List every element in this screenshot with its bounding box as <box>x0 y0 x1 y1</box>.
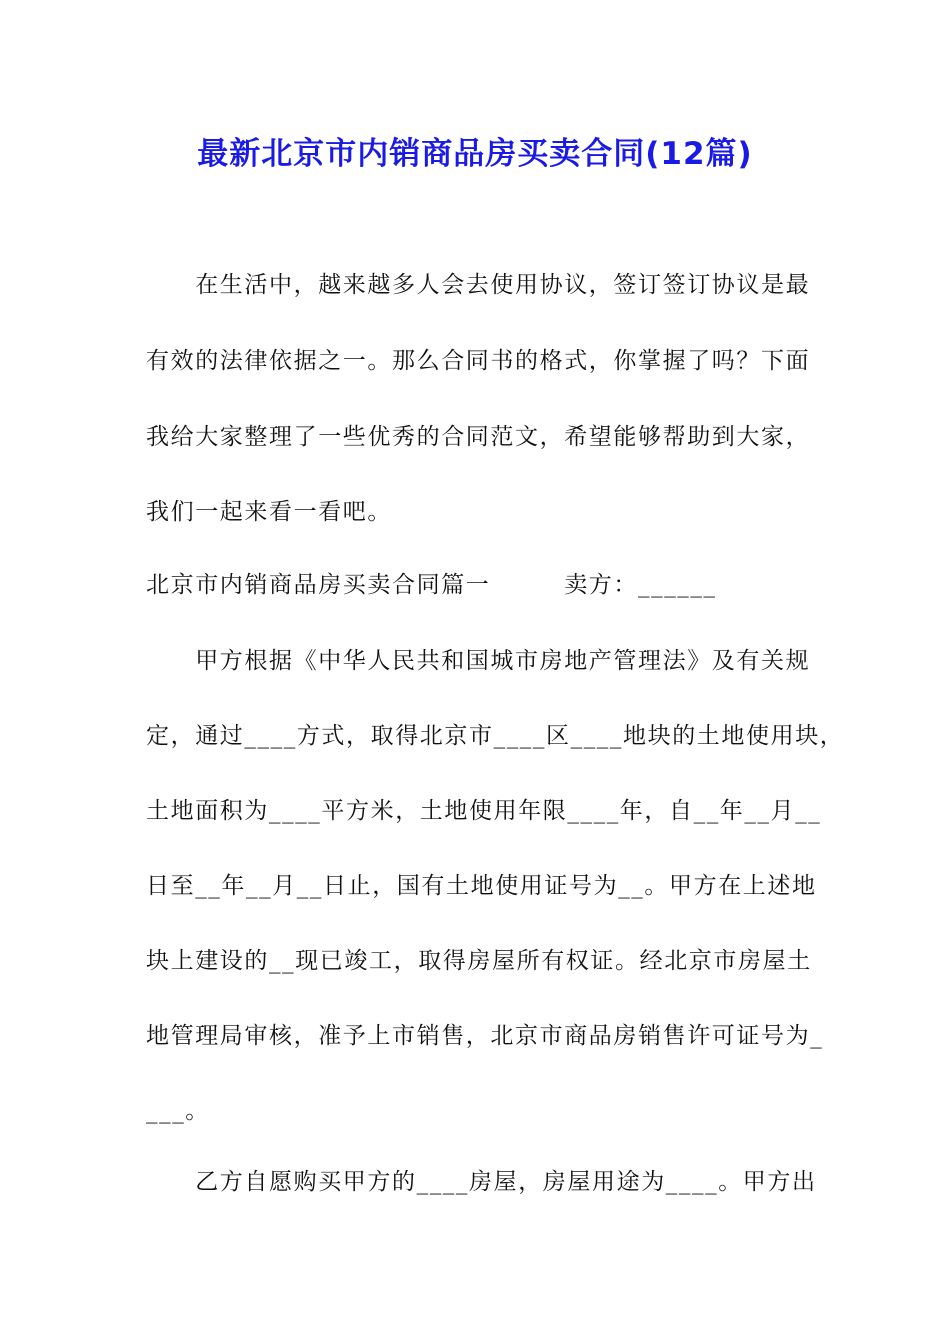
body-line: 日至__年__月__日止，国有土地使用证号为__。甲方在上述地 <box>146 873 817 899</box>
body-line: 我们一起来看一看吧。 <box>146 499 392 525</box>
body-line: 甲方根据《中华人民共和国城市房地产管理法》及有关规 <box>146 648 811 674</box>
body-line: 乙方自愿购买甲方的____房屋，房屋用途为____。甲方出 <box>146 1169 817 1195</box>
body-line: ___。 <box>146 1098 210 1124</box>
body-line: 在生活中，越来越多人会去使用协议，签订签订协议是最 <box>146 272 811 298</box>
body-line: 土地面积为____平方米，土地使用年限____年，自__年__月__ <box>146 798 822 824</box>
body-line: 我给大家整理了一些优秀的合同范文，希望能够帮助到大家， <box>146 424 811 450</box>
body-line: 地管理局审核，准予上市销售，北京市商品房销售许可证号为_ <box>146 1023 824 1049</box>
body-line: 有效的法律依据之一。那么合同书的格式，你掌握了吗？下面 <box>146 348 811 374</box>
body-line: 定，通过____方式，取得北京市____区____地块的土地使用块， <box>146 723 845 749</box>
document-title: 最新北京市内销商品房买卖合同(12篇) <box>197 136 753 172</box>
section-heading-line: 北京市内销商品房买卖合同篇一 卖方：______ <box>146 572 717 598</box>
body-line: 块上建设的__现已竣工，取得房屋所有权证。经北京市房屋土 <box>146 948 812 974</box>
